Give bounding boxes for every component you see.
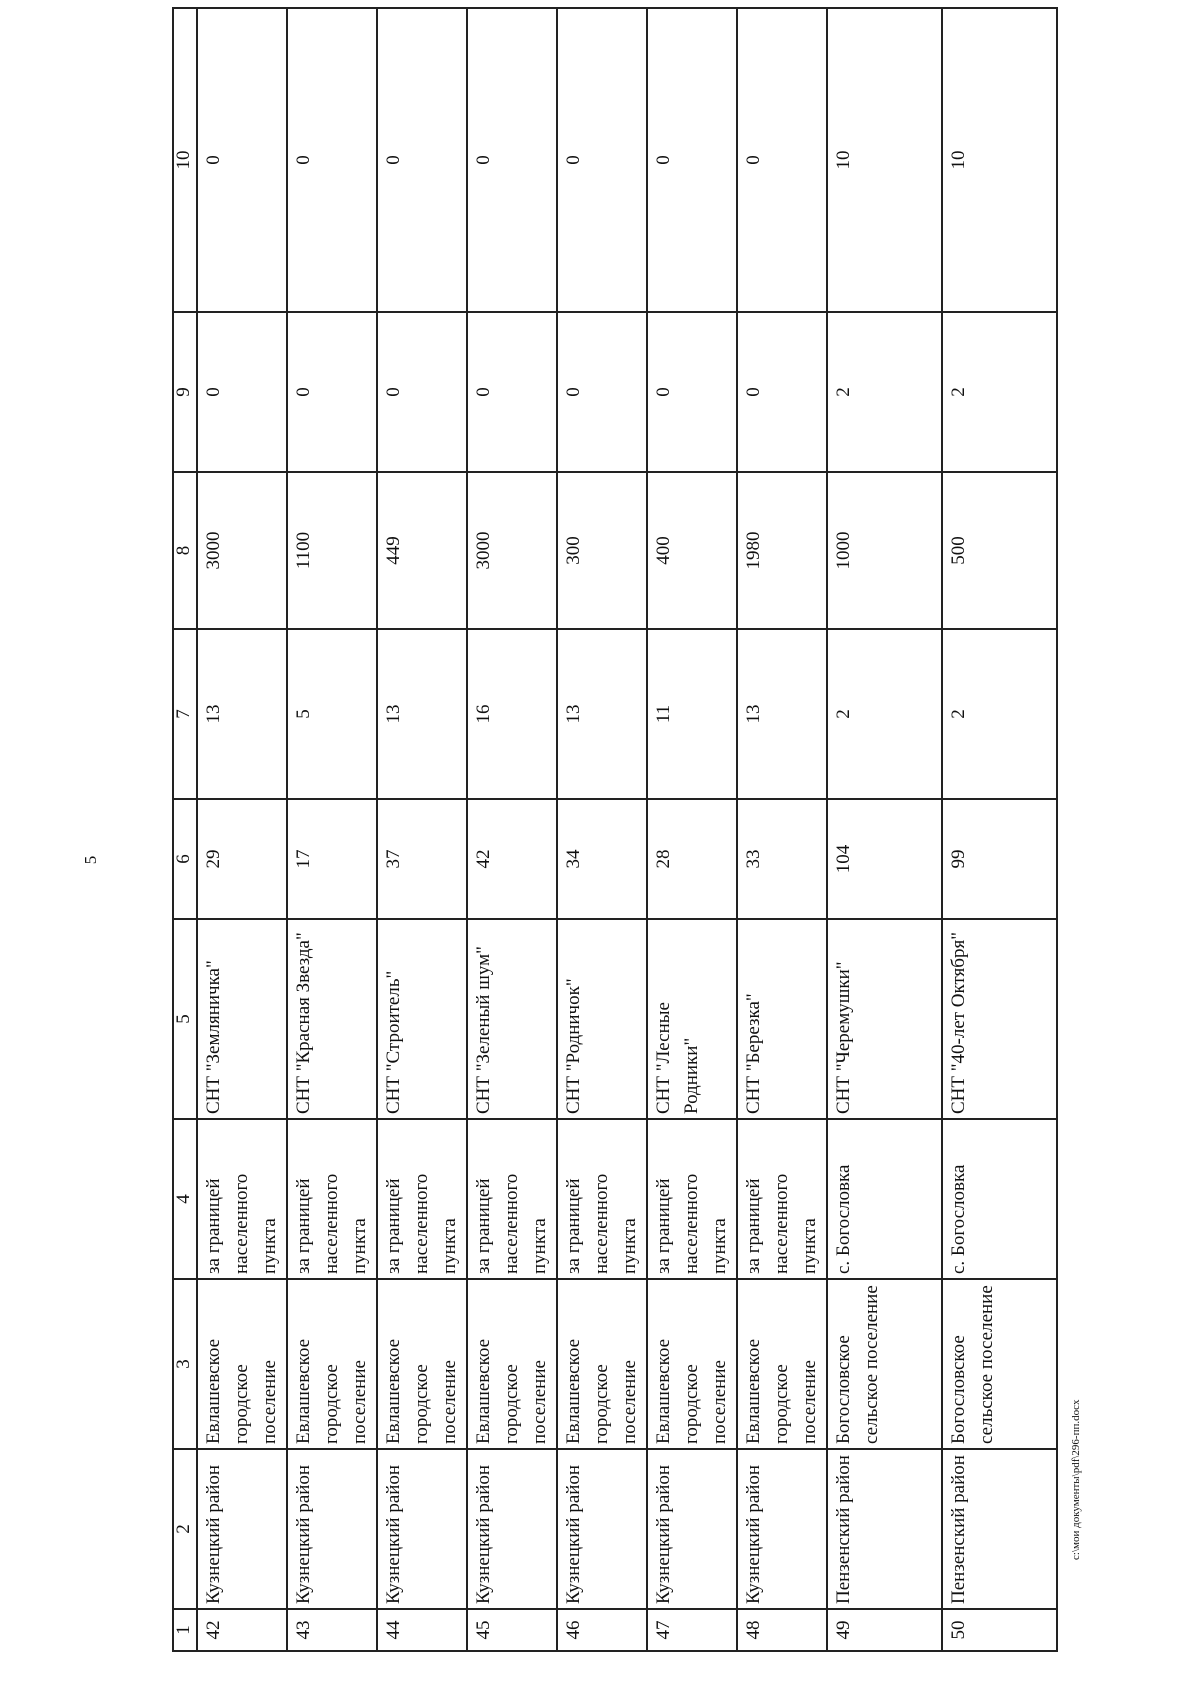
table-cell: 0 <box>197 8 287 312</box>
table-cell: 34 <box>557 799 647 919</box>
table-cell: за границей населенного пункта <box>377 1119 467 1279</box>
table-cell: за границей населенного пункта <box>737 1119 827 1279</box>
table-cell: Богословское сельское поселение <box>942 1279 1057 1449</box>
table-cell: 44 <box>377 1609 467 1651</box>
table-cell: 0 <box>287 312 377 472</box>
header-row <box>173 8 197 1651</box>
table-cell: 1000 <box>827 472 942 629</box>
table-cell: 0 <box>377 312 467 472</box>
header-cell: 2 <box>173 1449 197 1609</box>
table-row <box>942 8 1057 1651</box>
table-cell: 0 <box>647 312 737 472</box>
table-cell: СНТ "Красная Звезда" <box>287 919 377 1119</box>
table-row <box>647 8 737 1651</box>
table-cell: 13 <box>737 629 827 799</box>
table-body <box>197 8 1057 1651</box>
table-cell: Кузнецкий район <box>647 1449 737 1609</box>
table-cell: Евлашевское городское поселение <box>647 1279 737 1449</box>
table-cell: 11 <box>647 629 737 799</box>
table-cell: Кузнецкий район <box>557 1449 647 1609</box>
table-cell: 0 <box>647 8 737 312</box>
table-cell: 46 <box>557 1609 647 1651</box>
table-cell: СНТ "Строитель" <box>377 919 467 1119</box>
table-cell: 13 <box>197 629 287 799</box>
table-cell: 1980 <box>737 472 827 629</box>
table-cell: 0 <box>467 8 557 312</box>
table-cell: 0 <box>737 8 827 312</box>
table-row <box>557 8 647 1651</box>
table-cell: Евлашевское городское поселение <box>737 1279 827 1449</box>
table-cell: 42 <box>197 1609 287 1651</box>
header-cell: 10 <box>173 8 197 312</box>
table-cell: 500 <box>942 472 1057 629</box>
table-cell: Евлашевское городское поселение <box>377 1279 467 1449</box>
table-cell: 16 <box>467 629 557 799</box>
header-cell: 1 <box>173 1609 197 1651</box>
table-cell: 2 <box>827 629 942 799</box>
footer-file-path: c:\мои документы\pdf\296-пп.docx <box>1070 1399 1082 1560</box>
table-cell: 300 <box>557 472 647 629</box>
table-cell: Пензенский район <box>942 1449 1057 1609</box>
table-cell: 2 <box>942 312 1057 472</box>
table-cell: 400 <box>647 472 737 629</box>
table-cell: Кузнецкий район <box>467 1449 557 1609</box>
table-cell: 2 <box>827 312 942 472</box>
table-cell: 48 <box>737 1609 827 1651</box>
table-row <box>197 8 287 1651</box>
table-cell: 10 <box>827 8 942 312</box>
header-cell: 5 <box>173 919 197 1119</box>
table-cell: 50 <box>942 1609 1057 1651</box>
table-cell: 49 <box>827 1609 942 1651</box>
registry-table <box>172 7 1058 1652</box>
header-cell: 9 <box>173 312 197 472</box>
table-cell: за границей населенного пункта <box>197 1119 287 1279</box>
table-row <box>827 8 942 1651</box>
table-cell: за границей населенного пункта <box>287 1119 377 1279</box>
table-cell: СНТ "40-лет Октября" <box>942 919 1057 1119</box>
table-cell: 0 <box>377 8 467 312</box>
table-row <box>737 8 827 1651</box>
table-cell: 17 <box>287 799 377 919</box>
header-cell: 8 <box>173 472 197 629</box>
table-row <box>467 8 557 1651</box>
table-cell: 10 <box>942 8 1057 312</box>
page-number: 5 <box>81 855 100 865</box>
table-cell: 33 <box>737 799 827 919</box>
table-cell: Кузнецкий район <box>287 1449 377 1609</box>
table-cell: 29 <box>197 799 287 919</box>
table-row <box>287 8 377 1651</box>
table-cell: 99 <box>942 799 1057 919</box>
table-cell: с. Богословка <box>827 1119 942 1279</box>
table-cell: 42 <box>467 799 557 919</box>
table-cell: Кузнецкий район <box>737 1449 827 1609</box>
table-cell: 0 <box>287 8 377 312</box>
table-cell: Евлашевское городское поселение <box>197 1279 287 1449</box>
table-cell: СНТ "Зеленый шум" <box>467 919 557 1119</box>
registry-table-frame <box>172 9 1022 1652</box>
table-cell: 2 <box>942 629 1057 799</box>
table-cell: с. Богословка <box>942 1119 1057 1279</box>
header-cell: 4 <box>173 1119 197 1279</box>
table-cell: 3000 <box>197 472 287 629</box>
table-cell: за границей населенного пункта <box>647 1119 737 1279</box>
table-cell: Богословское сельское поселение <box>827 1279 942 1449</box>
header-cell: 7 <box>173 629 197 799</box>
table-cell: Евлашевское городское поселение <box>467 1279 557 1449</box>
table-cell: 0 <box>467 312 557 472</box>
table-cell: СНТ "Черемушки" <box>827 919 942 1119</box>
table-cell: 47 <box>647 1609 737 1651</box>
table-cell: 37 <box>377 799 467 919</box>
table-cell: за границей населенного пункта <box>467 1119 557 1279</box>
table-cell: СНТ "Лесные Родники" <box>647 919 737 1119</box>
table-cell: 0 <box>737 312 827 472</box>
table-cell: 13 <box>377 629 467 799</box>
table-cell: СНТ "Березка" <box>737 919 827 1119</box>
table-cell: СНТ "Земляничка" <box>197 919 287 1119</box>
table-cell: СНТ "Родничок" <box>557 919 647 1119</box>
table-cell: 1100 <box>287 472 377 629</box>
table-cell: 3000 <box>467 472 557 629</box>
table-cell: 13 <box>557 629 647 799</box>
table-cell: Евлашевское городское поселение <box>557 1279 647 1449</box>
table-cell: 43 <box>287 1609 377 1651</box>
table-cell: за границей населенного пункта <box>557 1119 647 1279</box>
table-cell: Евлашевское городское поселение <box>287 1279 377 1449</box>
table-cell: 449 <box>377 472 467 629</box>
header-cell: 6 <box>173 799 197 919</box>
table-cell: 28 <box>647 799 737 919</box>
table-cell: 0 <box>557 312 647 472</box>
table-cell: Пензенский район <box>827 1449 942 1609</box>
table-cell: 0 <box>197 312 287 472</box>
table-row <box>377 8 467 1651</box>
table-cell: 45 <box>467 1609 557 1651</box>
header-cell: 3 <box>173 1279 197 1449</box>
table-cell: Кузнецкий район <box>197 1449 287 1609</box>
table-cell: 0 <box>557 8 647 312</box>
table-cell: Кузнецкий район <box>377 1449 467 1609</box>
table-cell: 104 <box>827 799 942 919</box>
table-cell: 5 <box>287 629 377 799</box>
